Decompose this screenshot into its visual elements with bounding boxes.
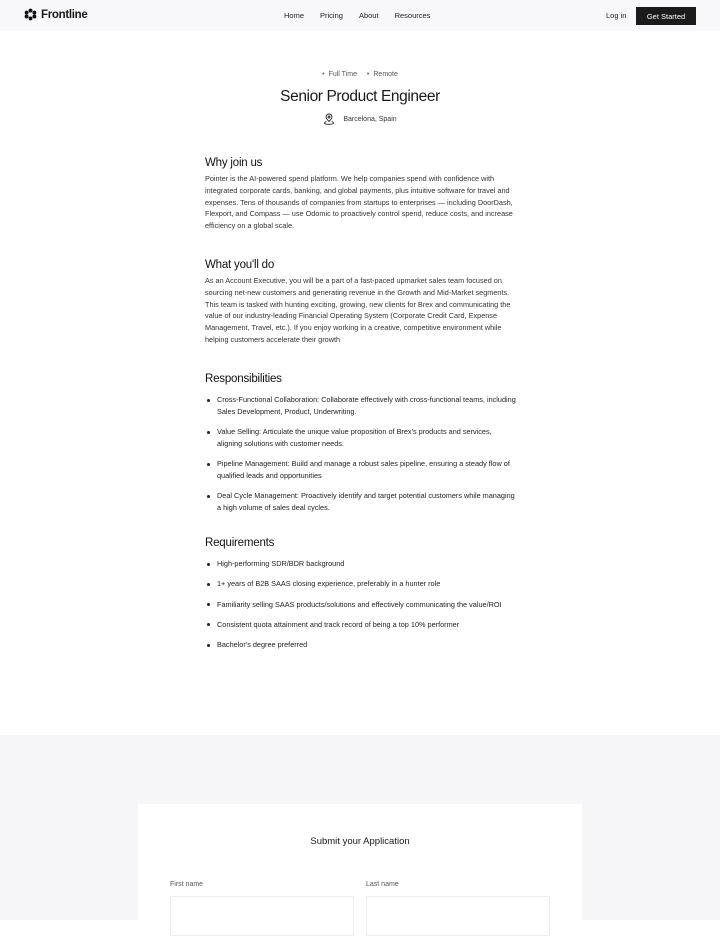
why-section bbox=[205, 157, 517, 232]
list-item: 1+ years of B2B SAAS closing experience, preferably in a hunter role bbox=[205, 578, 517, 590]
list-item: Consistent quota attainment and track record of being a top 10% performer bbox=[205, 619, 517, 631]
nav-pricing[interactable]: Pricing bbox=[320, 11, 343, 20]
last-name-label: Last name bbox=[366, 881, 399, 888]
map-pin-icon bbox=[323, 113, 335, 125]
application-form bbox=[138, 804, 582, 934]
responsibilities-heading: Responsibilities bbox=[205, 373, 282, 385]
logo-icon bbox=[24, 8, 37, 21]
job-tags bbox=[0, 71, 720, 78]
requirements-heading: Requirements bbox=[205, 537, 275, 549]
list-item: Familiarity selling SAAS products/solutions and effectively communicating the value/ROI bbox=[205, 599, 517, 611]
page-title: Senior Product Engineer bbox=[280, 88, 440, 105]
first-name-input[interactable] bbox=[170, 896, 354, 936]
get-started-button[interactable]: Get Started bbox=[636, 7, 696, 25]
location-text: Barcelona, Spain bbox=[343, 115, 397, 123]
tag-remote: • Remote bbox=[367, 71, 398, 78]
top-nav bbox=[0, 0, 720, 31]
list-item: Deal Cycle Management: Proactively identify and target potential customers while managing a high volume of sales deal cycles. bbox=[205, 490, 517, 514]
job-location bbox=[0, 113, 720, 125]
form-title: Submit your Application bbox=[310, 836, 410, 847]
why-body: Pointer is the AI-powered spend platform. We help companies spend with confidence with integrated corporate cards, banking, and global payments, plus intuitive software for travel and expenses. Tens of thousands of companies from startups to enterprises — including DoorDash, Flexport, and Compass — use Odomic to proactively control spend, reduce costs, and increase efficiency on a global scale. bbox=[205, 174, 513, 231]
what-heading: What you'll do bbox=[205, 259, 275, 271]
list-item: Bachelor's degree preferred bbox=[205, 639, 517, 651]
list-item: Value Selling: Articulate the unique value proposition of Brex's products and services, aligning solutions with customer needs. bbox=[205, 426, 517, 450]
last-name-input[interactable] bbox=[366, 896, 550, 936]
what-body: As an Account Executive, you will be a part of a fast-paced upmarket sales team focused on sourcing net-new customers and generating revenue in the Growth and Mid-Market segments. This team is tasked with hunting exciting, growing, new clients for Brex and communicating the value of our industry-leading Financial Operating System (Corporate Credit Card, Expense Management, Travel, etc.). If you enjoy working in a creative, competitive environment while helping customers accelerate their growth bbox=[205, 276, 511, 344]
login-link[interactable]: Log in bbox=[606, 11, 627, 20]
requirements-section bbox=[205, 537, 517, 659]
nav-resources[interactable]: Resources bbox=[394, 11, 431, 20]
why-heading: Why join us bbox=[205, 157, 263, 169]
tag-full-time: • Full Time bbox=[322, 71, 357, 78]
first-name-label: First name bbox=[170, 881, 204, 888]
responsibilities-section bbox=[205, 373, 517, 522]
brand-logo[interactable] bbox=[24, 8, 88, 21]
list-item: Pipeline Management: Build and manage a robust sales pipeline, ensuring a steady flow of qualified leads and opportunities bbox=[205, 458, 517, 482]
nav-home[interactable]: Home bbox=[284, 11, 305, 20]
list-item: High-performing SDR/BDR background bbox=[205, 558, 517, 570]
what-section bbox=[205, 259, 517, 346]
nav-about[interactable]: About bbox=[358, 11, 379, 20]
list-item: Cross-Functional Collaboration: Collaborate effectively with cross-functional teams, including Sales Development, Product, Underwriting. bbox=[205, 394, 517, 418]
brand-name: Frontline bbox=[41, 8, 88, 21]
